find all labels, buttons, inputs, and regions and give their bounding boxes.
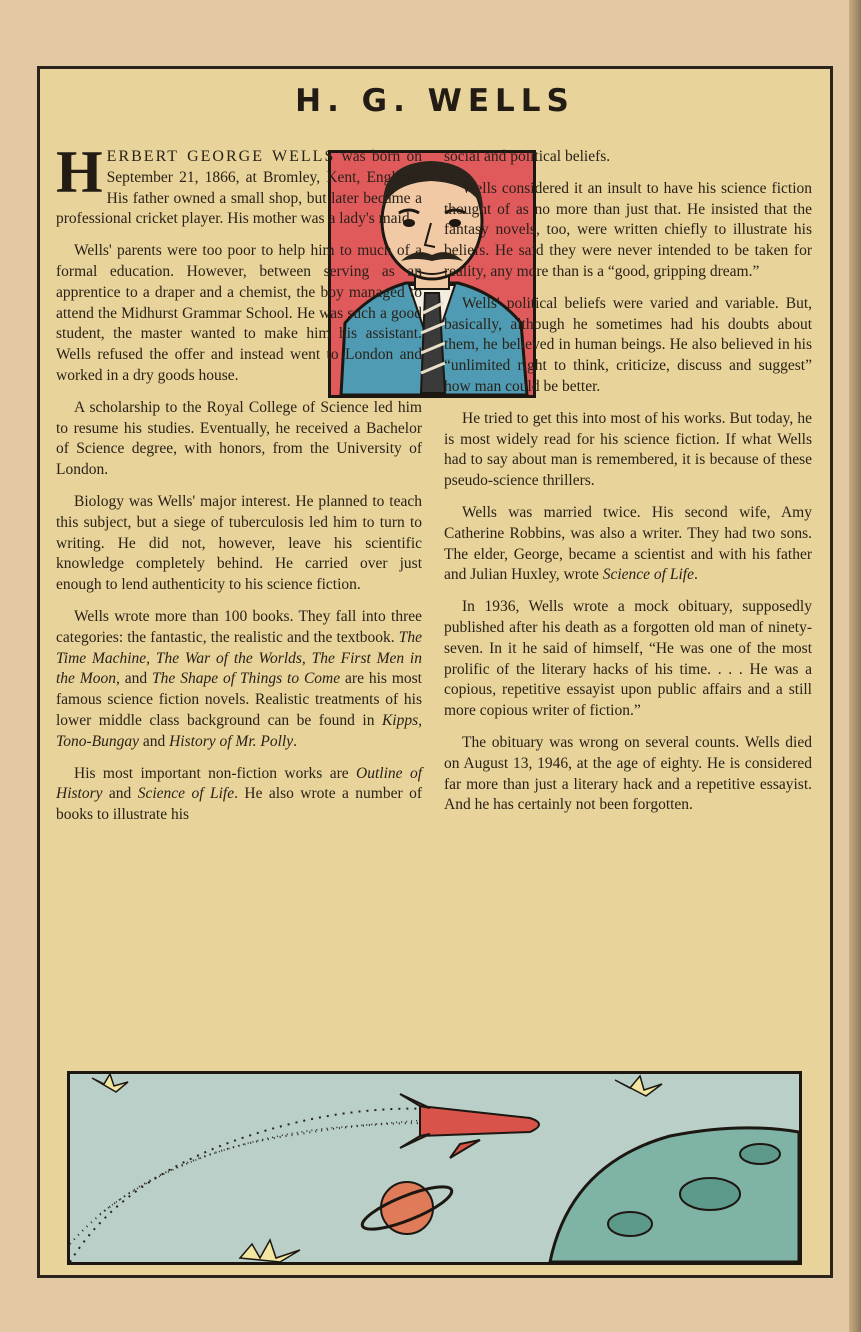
book-title: History of Mr. Polly	[169, 732, 294, 750]
paragraph-text: and	[102, 785, 138, 803]
paragraph-intro	[56, 139, 422, 230]
paragraph-text: and	[119, 670, 153, 688]
paragraph-text: . He also wrote a number of books to illustrate his	[56, 785, 422, 824]
paragraph-married	[444, 503, 812, 586]
paragraph-nonfiction	[56, 764, 422, 826]
paragraph-continuation: social and political beliefs.	[444, 148, 611, 165]
book-titles: Kipps, Tono-Bungay	[56, 711, 422, 750]
book-titles: The Time Machine, The War of the Worlds, The First Men in the Moon,	[56, 628, 422, 688]
left-column	[56, 139, 422, 837]
paragraph-education: Wells' parents were too poor to help him to much of a formal education. However, between serving as an apprentice to a draper and a chemist, the boy managed to attend the Midhurst Grammar School. He was such a good student, the master wanted to make him his assistant. Wells refused the offer and instead went to London and worked in a dry goods house.	[56, 242, 422, 384]
paragraph-text: are his most famous science fiction novels. Realistic treatments of his lower middle class background can be found in	[56, 670, 422, 729]
paragraph-obituary: In 1936, Wells wrote a mock obituary, supposedly published after his death as a forgotten old man of ninety-seven. In it he said of himself, “He was one of the most prolific of the literary hacks of his time. . . . He was a copious, repetitive essayist upon public affairs and a still more copious writer of fiction.”	[444, 598, 812, 720]
paragraph-text: was born on September 21, 1866, at Bromley, Kent, England. His father owned a small shop, but later became a professional cricket player. His mother was a lady's maid.	[56, 148, 422, 228]
paragraph-works: He tried to get this into most of his works. But today, he is most widely read for his science fiction. If what Wells had to say about man is remembered, it is because of these pseudo-science thrillers.	[444, 409, 812, 490]
paragraph-text: and	[138, 732, 170, 750]
page-edge	[849, 0, 861, 1332]
paragraph-insult: Wells considered it an insult to have his science fiction thought of as no more than just that. He insisted that the fantasy novels, too, were written chiefly to illustrate his beliefs. He said they were never intended to be taken for reality, any more than is a “good, gripping dream.”	[444, 179, 812, 280]
right-column	[444, 147, 812, 827]
paragraph-biology: Biology was Wells' major interest. He planned to teach this subject, but a siege of tuberculosis led him to turn to writing. He did not, however, leave his scientific knowledge completely behind. He carried over just enough to lend authenticity to his science fiction.	[56, 492, 422, 594]
space-scene-illustration	[67, 1071, 802, 1265]
paragraph-text: .	[293, 732, 297, 750]
book-title: Science of Life	[602, 566, 694, 584]
paragraph-text: Wells wrote more than 100 books. They fall into three categories: the fantastic, the realistic and the textbook.	[56, 607, 422, 646]
paragraph-text: Wells was married twice. His second wife, Amy Catherine Robbins, was also a writer. They had two sons. The elder, George, became a scientist and with his father and Julian Huxley, wrote	[444, 503, 812, 584]
paragraph-political: Wells' political beliefs were varied and variable. But, basically, although he sometimes had his doubts about them, he believed in human beings. He also believed in his “unlimited right to think, criticize, discuss and suggest” how man could be better.	[444, 294, 812, 395]
drop-cap: H	[56, 139, 103, 205]
article-title: H. G. WELLS	[295, 83, 575, 119]
paragraph-text: His most important non-fiction works are	[74, 764, 357, 782]
book-title: The Shape of Things to Come	[152, 670, 341, 688]
article-frame	[37, 66, 833, 1278]
name-smallcaps: ERBERT GEORGE WELLS	[106, 148, 336, 165]
paragraph-books	[56, 607, 422, 753]
space-scene	[70, 1074, 799, 1262]
paragraph-scholarship: A scholarship to the Royal College of Science led him to resume his studies. Eventually, he received a Bachelor of Science degree, with honors, from the University of London.	[56, 398, 422, 479]
book-title: Science of Life	[137, 785, 235, 803]
book-title: Outline of History	[56, 764, 422, 803]
paragraph-text: .	[693, 566, 698, 584]
paragraph-conclusion: The obituary was wrong on several counts. Wells died on August 13, 1946, at the age of eighty. He is considered far more than just a literary hack and a repetitive essayist. And he has certainly not been forgotten.	[444, 733, 812, 814]
